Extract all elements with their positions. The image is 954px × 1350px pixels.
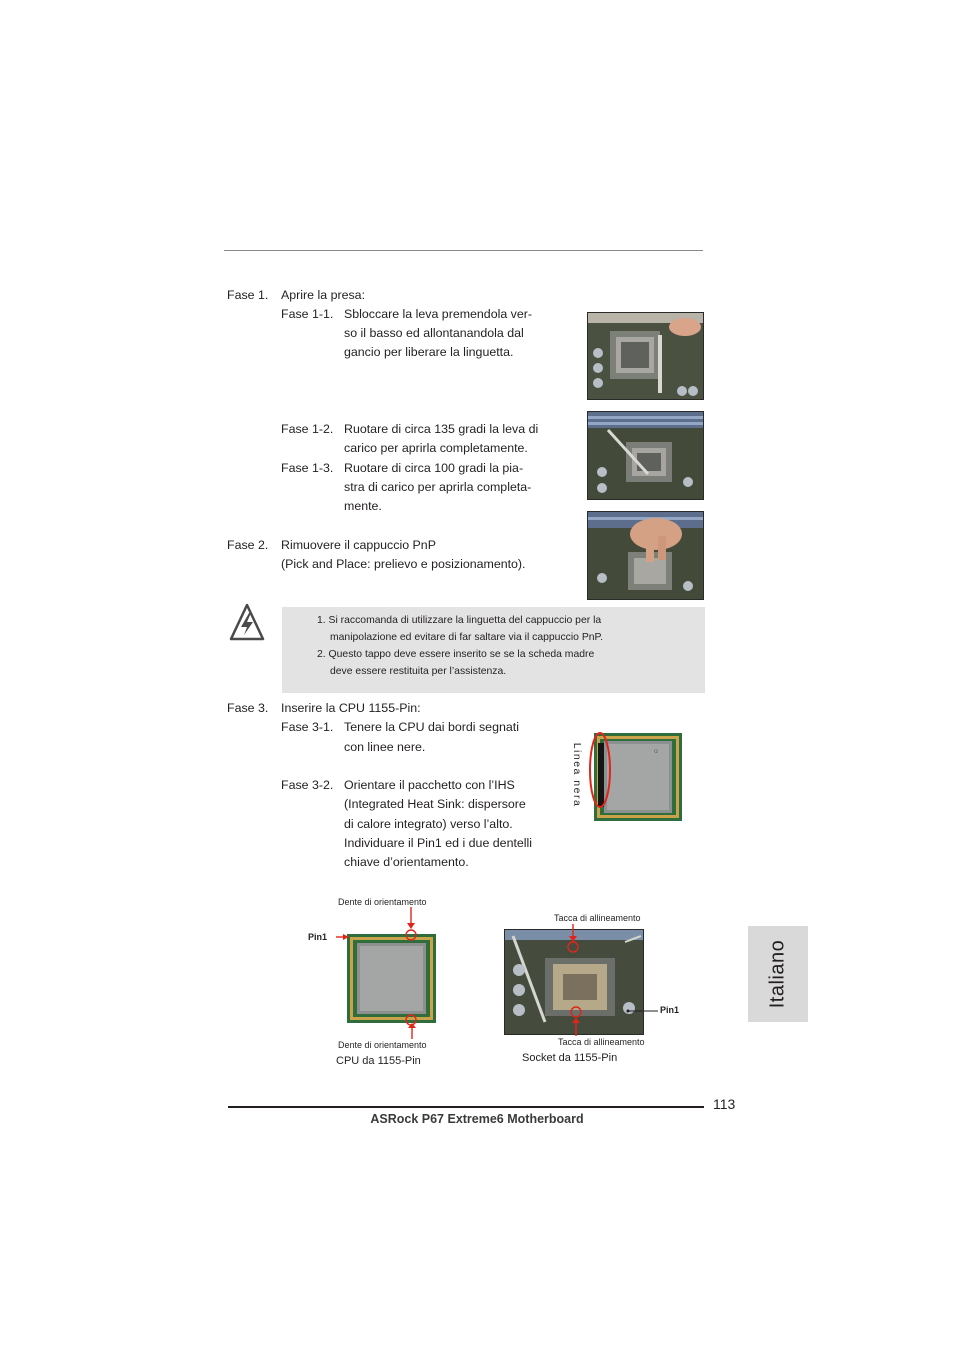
black-line-highlight <box>588 731 612 809</box>
step1-2-label: Fase 1-2. <box>281 422 334 436</box>
step1-3-label: Fase 1-3. <box>281 461 334 475</box>
page-number: 113 <box>713 1096 736 1112</box>
socket-caption: Socket da 1155-Pin <box>522 1052 618 1064</box>
step3-1-line: con linee nere. <box>344 740 426 754</box>
step1-3-line: mente. <box>344 499 382 513</box>
step3-2-line: Individuare il Pin1 ed i due dentelli <box>344 836 533 850</box>
step1-3-line: Ruotare di circa 100 gradi la pia- <box>344 461 524 475</box>
photo-open-lever <box>587 411 704 500</box>
step3-text: Inserire la CPU 1155-Pin: <box>281 701 421 715</box>
cpu-diagram-annotations <box>300 905 450 1030</box>
warning-triangle-icon <box>228 602 266 642</box>
language-side-tab-label: Italiano <box>766 939 789 1009</box>
socket-top-key-label: Tacca di allineamento <box>554 913 641 923</box>
cpu-bottom-notch-arrow <box>408 1023 416 1039</box>
socket-diagram-annotations <box>560 922 670 1032</box>
step1-1-line: gancio per liberare la linguetta. <box>344 345 514 359</box>
note-line: deve essere restituita per l’assistenza. <box>330 666 507 677</box>
step1-1-label: Fase 1-1. <box>281 307 334 321</box>
step1-2-line: carico per aprirla completamente. <box>344 441 528 455</box>
black-line-label: Linea nera <box>571 742 583 808</box>
note-line: 2. Questo tappo deve essere inserito se se la scheda madre <box>317 649 595 660</box>
footer-product-name: ASRock P67 Extreme6 Motherboard <box>370 1112 584 1126</box>
step1-1-line: Sbloccare la leva premendola ver- <box>344 307 533 321</box>
step1-1-line: so il basso ed allontanandola dal <box>344 326 524 340</box>
step3-2-line: di calore integrato) verso l’alto. <box>344 817 513 831</box>
socket-pin1-label: Pin1 <box>660 1005 680 1015</box>
step3-label: Fase 3. <box>227 701 269 715</box>
note-line: manipolazione ed evitare di far saltare via il cappuccio PnP. <box>330 632 604 643</box>
socket-bottom-key-arrow <box>572 1018 580 1036</box>
note-line: 1. Si raccomanda di utilizzare la linguetta del cappuccio per la <box>317 615 602 626</box>
photo-unlock-lever <box>587 312 704 400</box>
socket-bottom-key-label: Tacca di allineamento <box>558 1037 645 1047</box>
photo-remove-pnp-cap <box>587 511 704 600</box>
cpu-bottom-notch-label: Dente di orientamento <box>338 1040 427 1050</box>
step3-1-line: Tenere la CPU dai bordi segnati <box>344 720 519 734</box>
step3-1-label: Fase 3-1. <box>281 720 334 734</box>
header-rule <box>224 250 703 251</box>
step1-label: Fase 1. <box>227 288 269 302</box>
step1-2-line: Ruotare di circa 135 gradi la leva di <box>344 422 539 436</box>
cpu-caption: CPU da 1155-Pin <box>336 1055 421 1067</box>
step3-2-line: chiave d’orientamento. <box>344 855 469 869</box>
cpu-top-notch-label: Dente di orientamento <box>338 897 427 907</box>
cpu-pin1-label: Pin1 <box>308 932 328 942</box>
step1-3-line: stra di carico per aprirla completa- <box>344 480 532 494</box>
footer-rule <box>228 1106 704 1108</box>
step3-2-line: Orientare il pacchetto con l’IHS <box>344 778 515 792</box>
step2-label: Fase 2. <box>227 538 269 552</box>
step3-2-label: Fase 3-2. <box>281 778 334 792</box>
step1-text: Aprire la presa: <box>281 288 366 302</box>
step2-line: Rimuovere il cappuccio PnP <box>281 538 436 552</box>
step3-2-line: (Integrated Heat Sink: dispersore <box>344 797 526 811</box>
svg-text:ɑ: ɑ <box>654 748 658 755</box>
step2-line: (Pick and Place: prelievo e posizionamento). <box>281 557 526 571</box>
